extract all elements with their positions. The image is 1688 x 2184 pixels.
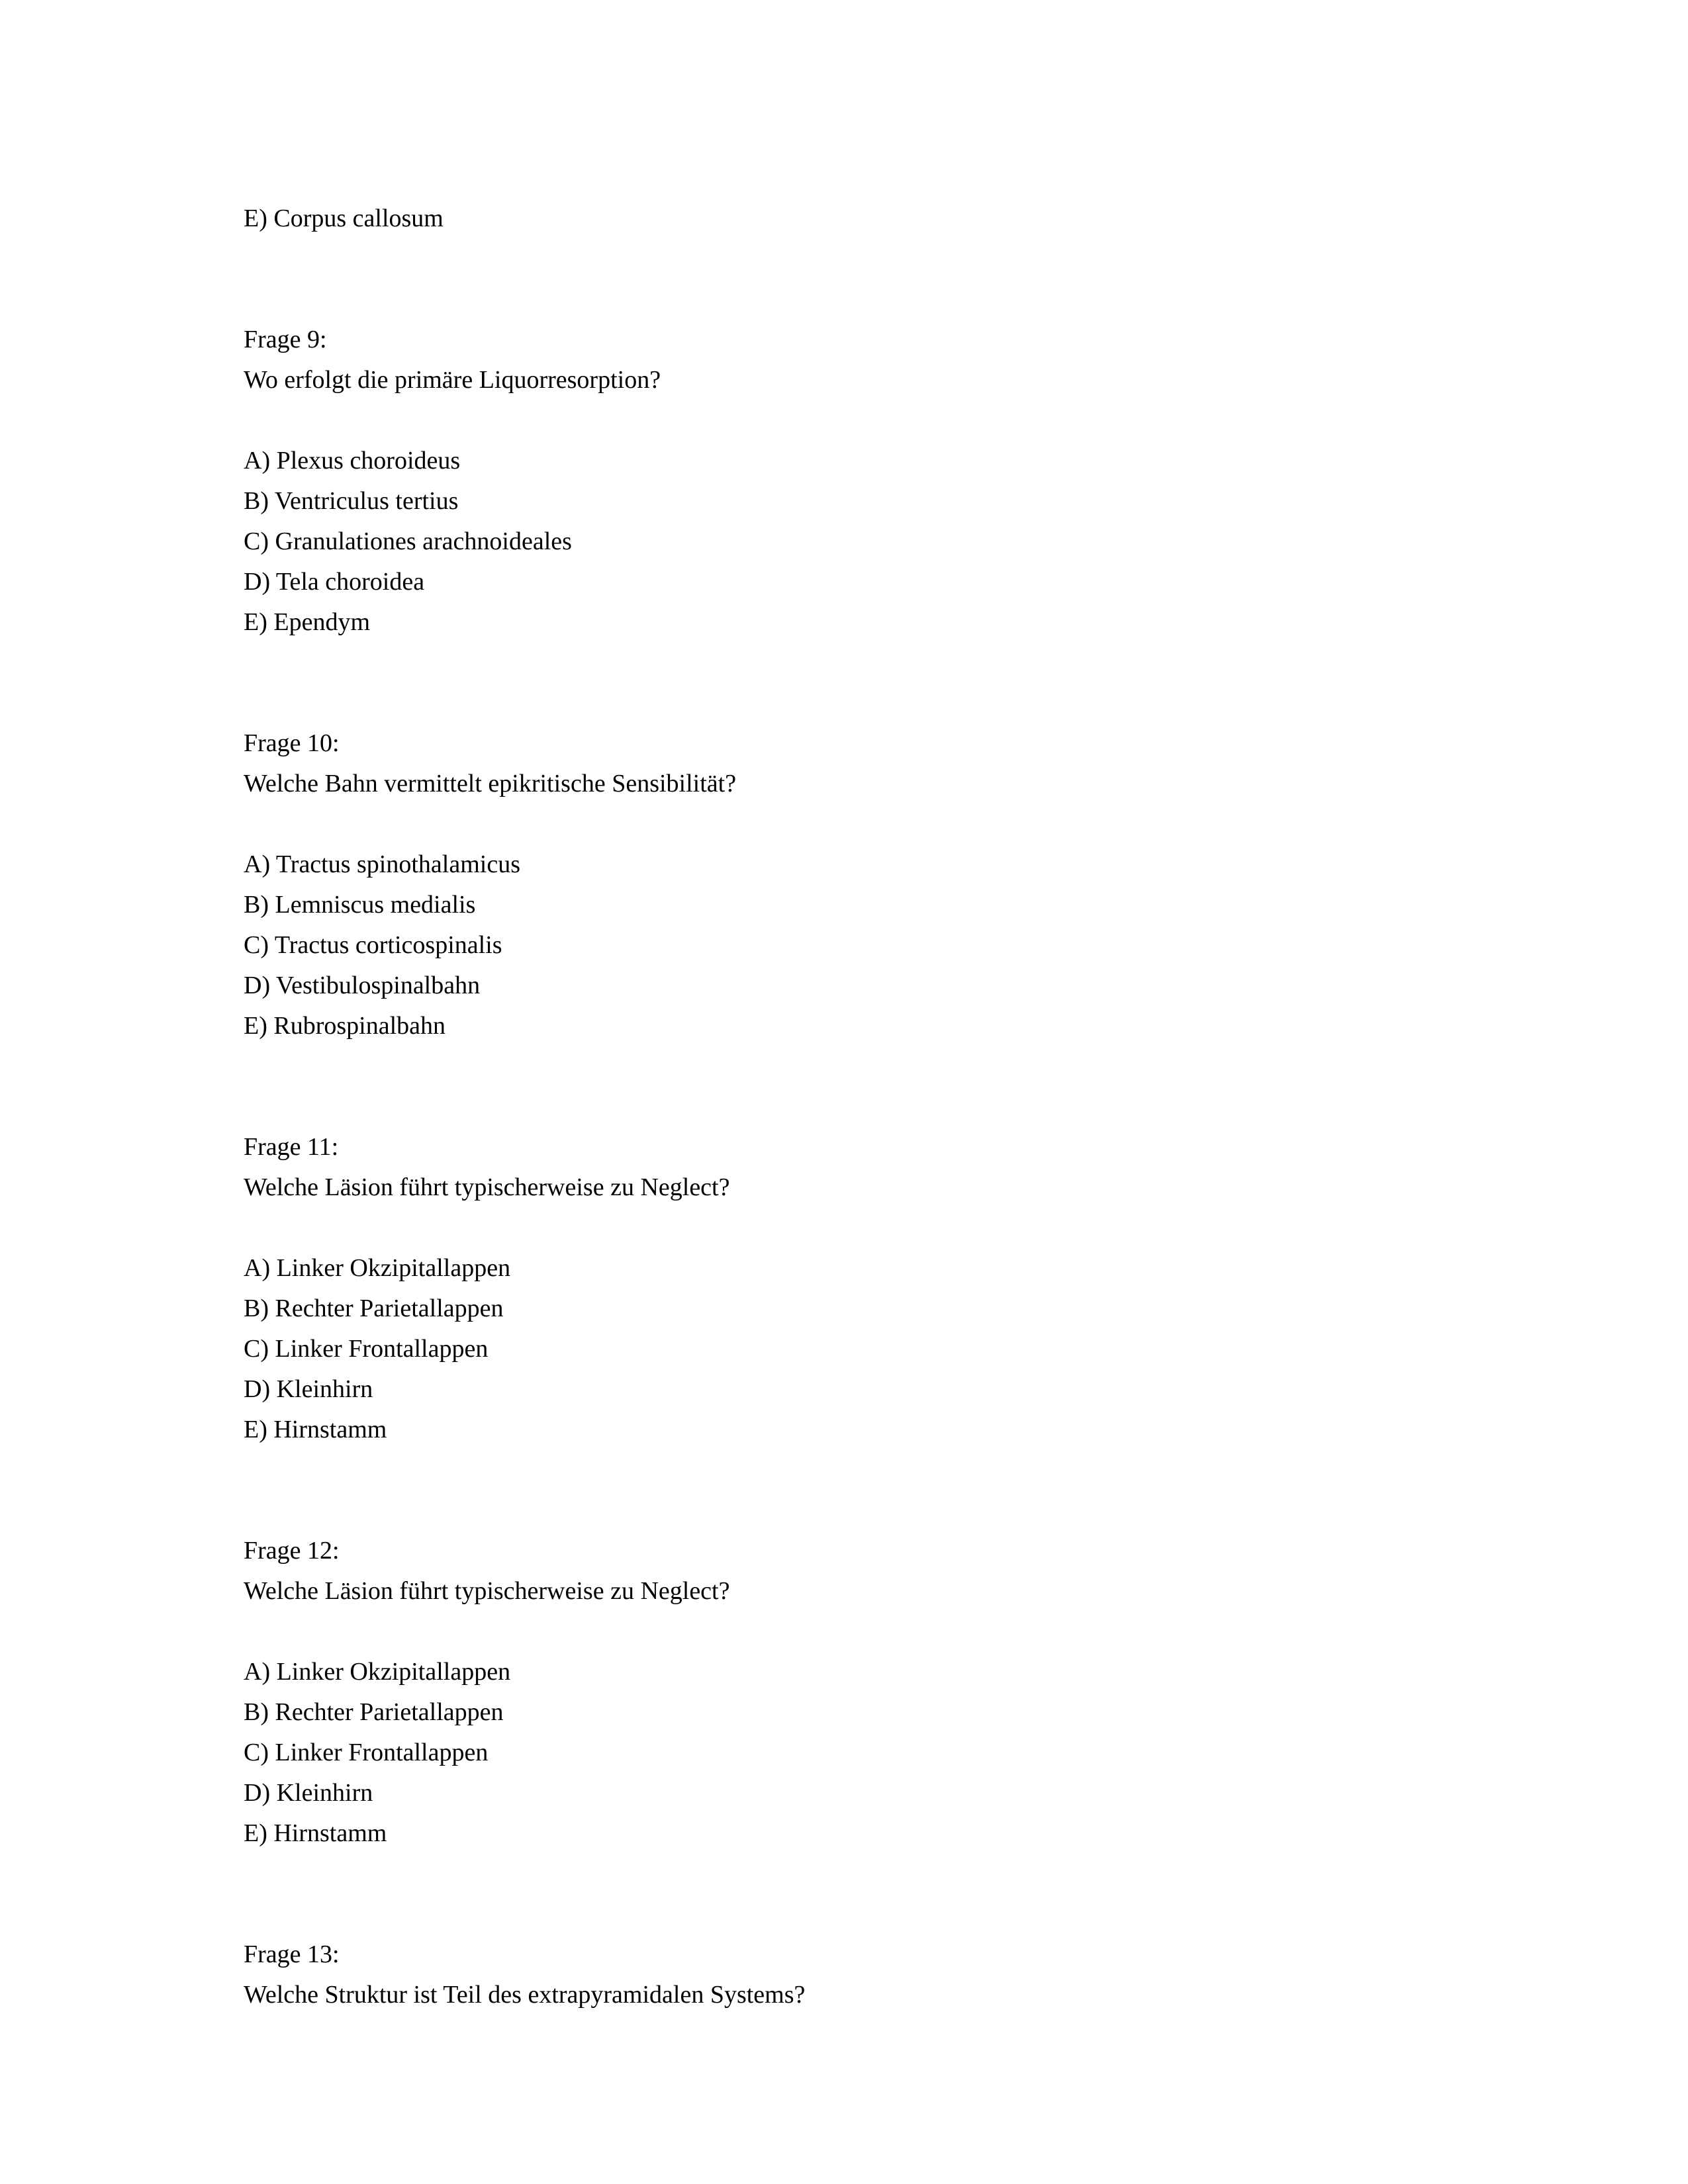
block-spacer — [244, 643, 1443, 723]
answer-option-b-11: B) Rechter Parietallappen — [244, 1295, 504, 1322]
answer-option-d-9: D) Tela choroidea — [244, 568, 425, 596]
answer-option-a-9: A) Plexus choroideus — [244, 447, 461, 475]
block-spacer — [244, 1450, 1443, 1531]
answer-option-e-12: E) Hirnstamm — [244, 1819, 387, 1847]
question-text-12: Welche Läsion führt typischerweise zu Neglect? — [244, 1577, 730, 1605]
answer-option-c-12: C) Linker Frontallappen — [244, 1739, 489, 1766]
answer-option-d-12: D) Kleinhirn — [244, 1779, 373, 1807]
answer-option-b-10: B) Lemniscus medialis — [244, 891, 476, 919]
answer-option-c-10: C) Tractus corticospinalis — [244, 931, 502, 959]
answer-option-e-10: E) Rubrospinalbahn — [244, 1012, 446, 1040]
question-options-spacer — [244, 400, 1443, 441]
question-number-10: Frage 10: — [244, 729, 340, 757]
question-text-10: Welche Bahn vermittelt epikritische Sensibilität? — [244, 770, 737, 797]
question-number-9: Frage 9: — [244, 326, 327, 353]
question-block-11 — [244, 1127, 1443, 1450]
question-number-11: Frage 11: — [244, 1133, 339, 1161]
question-number-12: Frage 12: — [244, 1537, 340, 1565]
question-block-12 — [244, 1531, 1443, 1854]
answer-option-d-10: D) Vestibulospinalbahn — [244, 972, 481, 999]
answer-option-b-12: B) Rechter Parietallappen — [244, 1698, 504, 1726]
block-spacer — [244, 239, 1443, 320]
answer-option-a-12: A) Linker Okzipitallappen — [244, 1658, 511, 1686]
answer-option-carryover: E) Corpus callosum — [244, 205, 444, 232]
answer-option-e-9: E) Ependym — [244, 608, 371, 636]
document-body — [244, 199, 1443, 2015]
block-spacer — [244, 1046, 1443, 1127]
question-text-11: Welche Läsion führt typischerweise zu Neglect? — [244, 1173, 730, 1201]
answer-option-b-9: B) Ventriculus tertius — [244, 487, 459, 515]
question-options-spacer — [244, 804, 1443, 844]
question-options-spacer — [244, 1208, 1443, 1248]
block-spacer — [244, 1854, 1443, 1934]
question-text-13: Welche Struktur ist Teil des extrapyramidalen Systems? — [244, 1981, 806, 2009]
answer-option-c-11: C) Linker Frontallappen — [244, 1335, 489, 1363]
answer-option-e-11: E) Hirnstamm — [244, 1416, 387, 1443]
question-block-9 — [244, 320, 1443, 643]
answer-option-c-9: C) Granulationes arachnoideales — [244, 527, 572, 555]
answer-option-a-11: A) Linker Okzipitallappen — [244, 1254, 511, 1282]
question-number-13: Frage 13: — [244, 1940, 340, 1968]
answer-option-a-10: A) Tractus spinothalamicus — [244, 850, 520, 878]
question-block-13 — [244, 1934, 1443, 2015]
answer-option-d-11: D) Kleinhirn — [244, 1375, 373, 1403]
question-text-9: Wo erfolgt die primäre Liquorresorption? — [244, 366, 661, 394]
question-options-spacer — [244, 1612, 1443, 1652]
question-block-10 — [244, 723, 1443, 1046]
